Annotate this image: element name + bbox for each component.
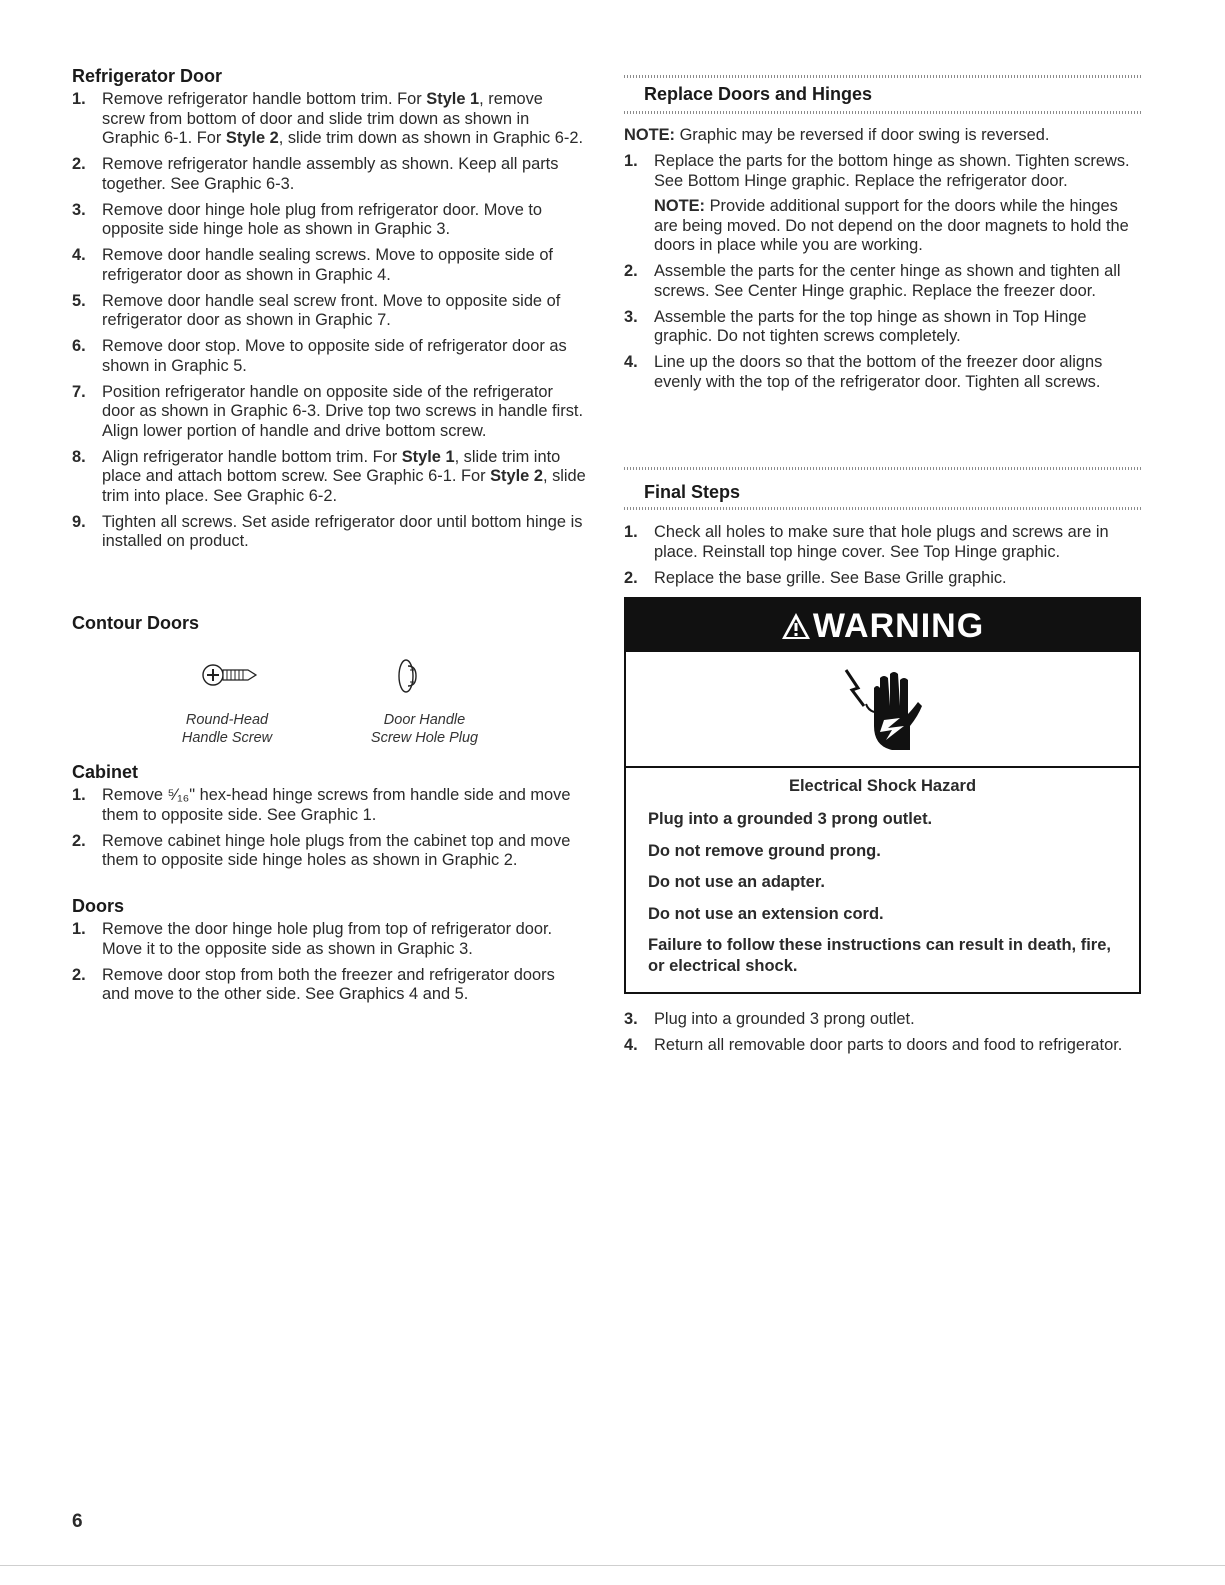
section-divider — [624, 75, 1142, 78]
warning-hazard-title: Electrical Shock Hazard — [788, 777, 977, 795]
cabinet-steps — [72, 786, 577, 877]
cabinet-heading: Cabinet — [72, 762, 139, 782]
refrigerator-door-steps — [72, 90, 587, 558]
list-item: 8. Align refrigerator handle bottom trim. For Style 1, slide trim into place and attach bottom screw. See Graphic 6-1. For Style 2, slide trim into place. See Graphic 6-2. — [72, 447, 586, 505]
list-item: 1. Replace the parts for the bottom hinge as shown. Tighten screws. See Bottom Hinge graphic. Replace the refrigerator door. NOTE: Provide additional support for the doors while the hinges are being moved. Do not depend on the door magnets to hold the doors in place while you are working. — [624, 152, 1142, 256]
warning-header: WARNING — [626, 599, 1139, 652]
electric-shock-hand-icon — [844, 666, 934, 756]
list-item: 4. Line up the doors so that the bottom of the freezer door aligns evenly with the top of the refrigerator door. Tighten all screws. — [624, 353, 1103, 391]
list-item: Do not use an adapter. — [648, 873, 825, 891]
list-item: 4. Return all removable door parts to doors and food to refrigerator. — [624, 1036, 1123, 1054]
hole-plug-icon — [397, 658, 421, 694]
list-item: 2. Replace the base grille. See Base Grille graphic. — [624, 568, 1007, 587]
replace-steps — [624, 152, 1142, 399]
contour-doors-heading: Contour Doors — [72, 613, 199, 633]
list-item: 6. Remove door stop. Move to opposite side of refrigerator door as shown in Graphic 5. — [72, 337, 567, 375]
list-item: 1. Check all holes to make sure that hole plugs and screws are in place. Reinstall top hinge cover. See Top Hinge graphic. — [624, 523, 1109, 561]
list-item: 3. Assemble the parts for the top hinge as shown in Top Hinge graphic. Do not tighten screws completely. — [624, 307, 1087, 345]
list-item: Plug into a grounded 3 prong outlet. — [648, 810, 933, 828]
section-divider — [624, 467, 1142, 470]
after-warning-steps — [624, 1010, 1142, 1062]
list-item: Do not remove ground prong. — [648, 841, 881, 860]
list-item: Do not use an extension cord. — [648, 904, 884, 923]
list-item: Failure to follow these instructions can result in death, fire, or electrical shock. — [648, 936, 1111, 975]
list-item: 3. Plug into a grounded 3 prong outlet. — [624, 1010, 915, 1028]
refrigerator-door-heading: Refrigerator Door — [72, 66, 223, 86]
warning-box — [624, 597, 1141, 994]
shock-hazard-graphic — [626, 652, 1139, 768]
replace-note: NOTE: Graphic may be reversed if door swing is reversed. — [624, 126, 1050, 144]
list-item: 2. Assemble the parts for the center hinge as shown and tighten all screws. See Center Hinge graphic. Replace the freezer door. — [624, 262, 1121, 300]
list-item: 2. Remove door stop from both the freezer and refrigerator doors and move to the other side. See Graphics 4 and 5. — [72, 965, 555, 1003]
list-item: 4. Remove door handle sealing screws. Move to opposite side of refrigerator door as shown in Graphic 4. — [72, 246, 553, 284]
list-item: 7. Position refrigerator handle on opposite side of the refrigerator door as shown in Graphic 6-3. Drive top two screws in handle first. Align lower portion of handle and drive bottom screw. — [72, 382, 584, 440]
warning-instructions — [648, 809, 1118, 988]
step-note: NOTE: Provide additional support for the doors while the hinges are being moved. Do not depend on the door magnets to hold the doors in place while you are working. — [654, 197, 1129, 254]
list-item: 1. Remove refrigerator handle bottom trim. For Style 1, remove screw from bottom of door and slide trim down as shown in Graphic 6-1. For Style 2, slide trim down as shown in Graphic 6-2. — [72, 90, 584, 147]
round-head-handle-screw-caption: Round-Head Handle Screw — [181, 712, 273, 746]
list-item: 5. Remove door handle seal screw front. Move to opposite side of refrigerator door as shown in Graphic 7. — [72, 291, 561, 329]
final-steps-heading: Final Steps — [644, 482, 741, 502]
list-item: 2. Remove cabinet hinge hole plugs from the cabinet top and move them to opposite side hinge holes as shown in Graphic 2. — [72, 831, 571, 869]
section-divider — [624, 111, 1142, 114]
doors-steps — [72, 920, 577, 1011]
section-divider — [624, 507, 1142, 510]
list-item: 3. Remove door hinge hole plug from refrigerator door. Move to opposite side hinge hole as shown in Graphic 3. — [72, 200, 543, 238]
page-number: 6 — [72, 1511, 83, 1532]
final-steps — [624, 523, 1142, 595]
bottom-rule — [0, 1565, 1225, 1566]
warning-triangle-icon — [781, 612, 811, 640]
list-item: 1. Remove the door hinge hole plug from top of refrigerator door. Move it to the opposite side as shown in Graphic 3. — [72, 920, 553, 958]
list-item: 2. Remove refrigerator handle assembly as shown. Keep all parts together. See Graphic 6-3. — [72, 155, 559, 193]
round-head-screw-icon — [202, 662, 260, 688]
doors-heading: Doors — [72, 896, 125, 916]
door-handle-screw-hole-plug-caption: Door Handle Screw Hole Plug — [370, 712, 479, 746]
list-item: 9. Tighten all screws. Set aside refrigerator door until bottom hinge is installed on product. — [72, 512, 583, 550]
replace-doors-hinges-heading: Replace Doors and Hinges — [644, 84, 873, 104]
list-item: 1. Remove ⁵⁄₁₆" hex-head hinge screws from handle side and move them to opposite side. See Graphic 1. — [72, 786, 571, 824]
